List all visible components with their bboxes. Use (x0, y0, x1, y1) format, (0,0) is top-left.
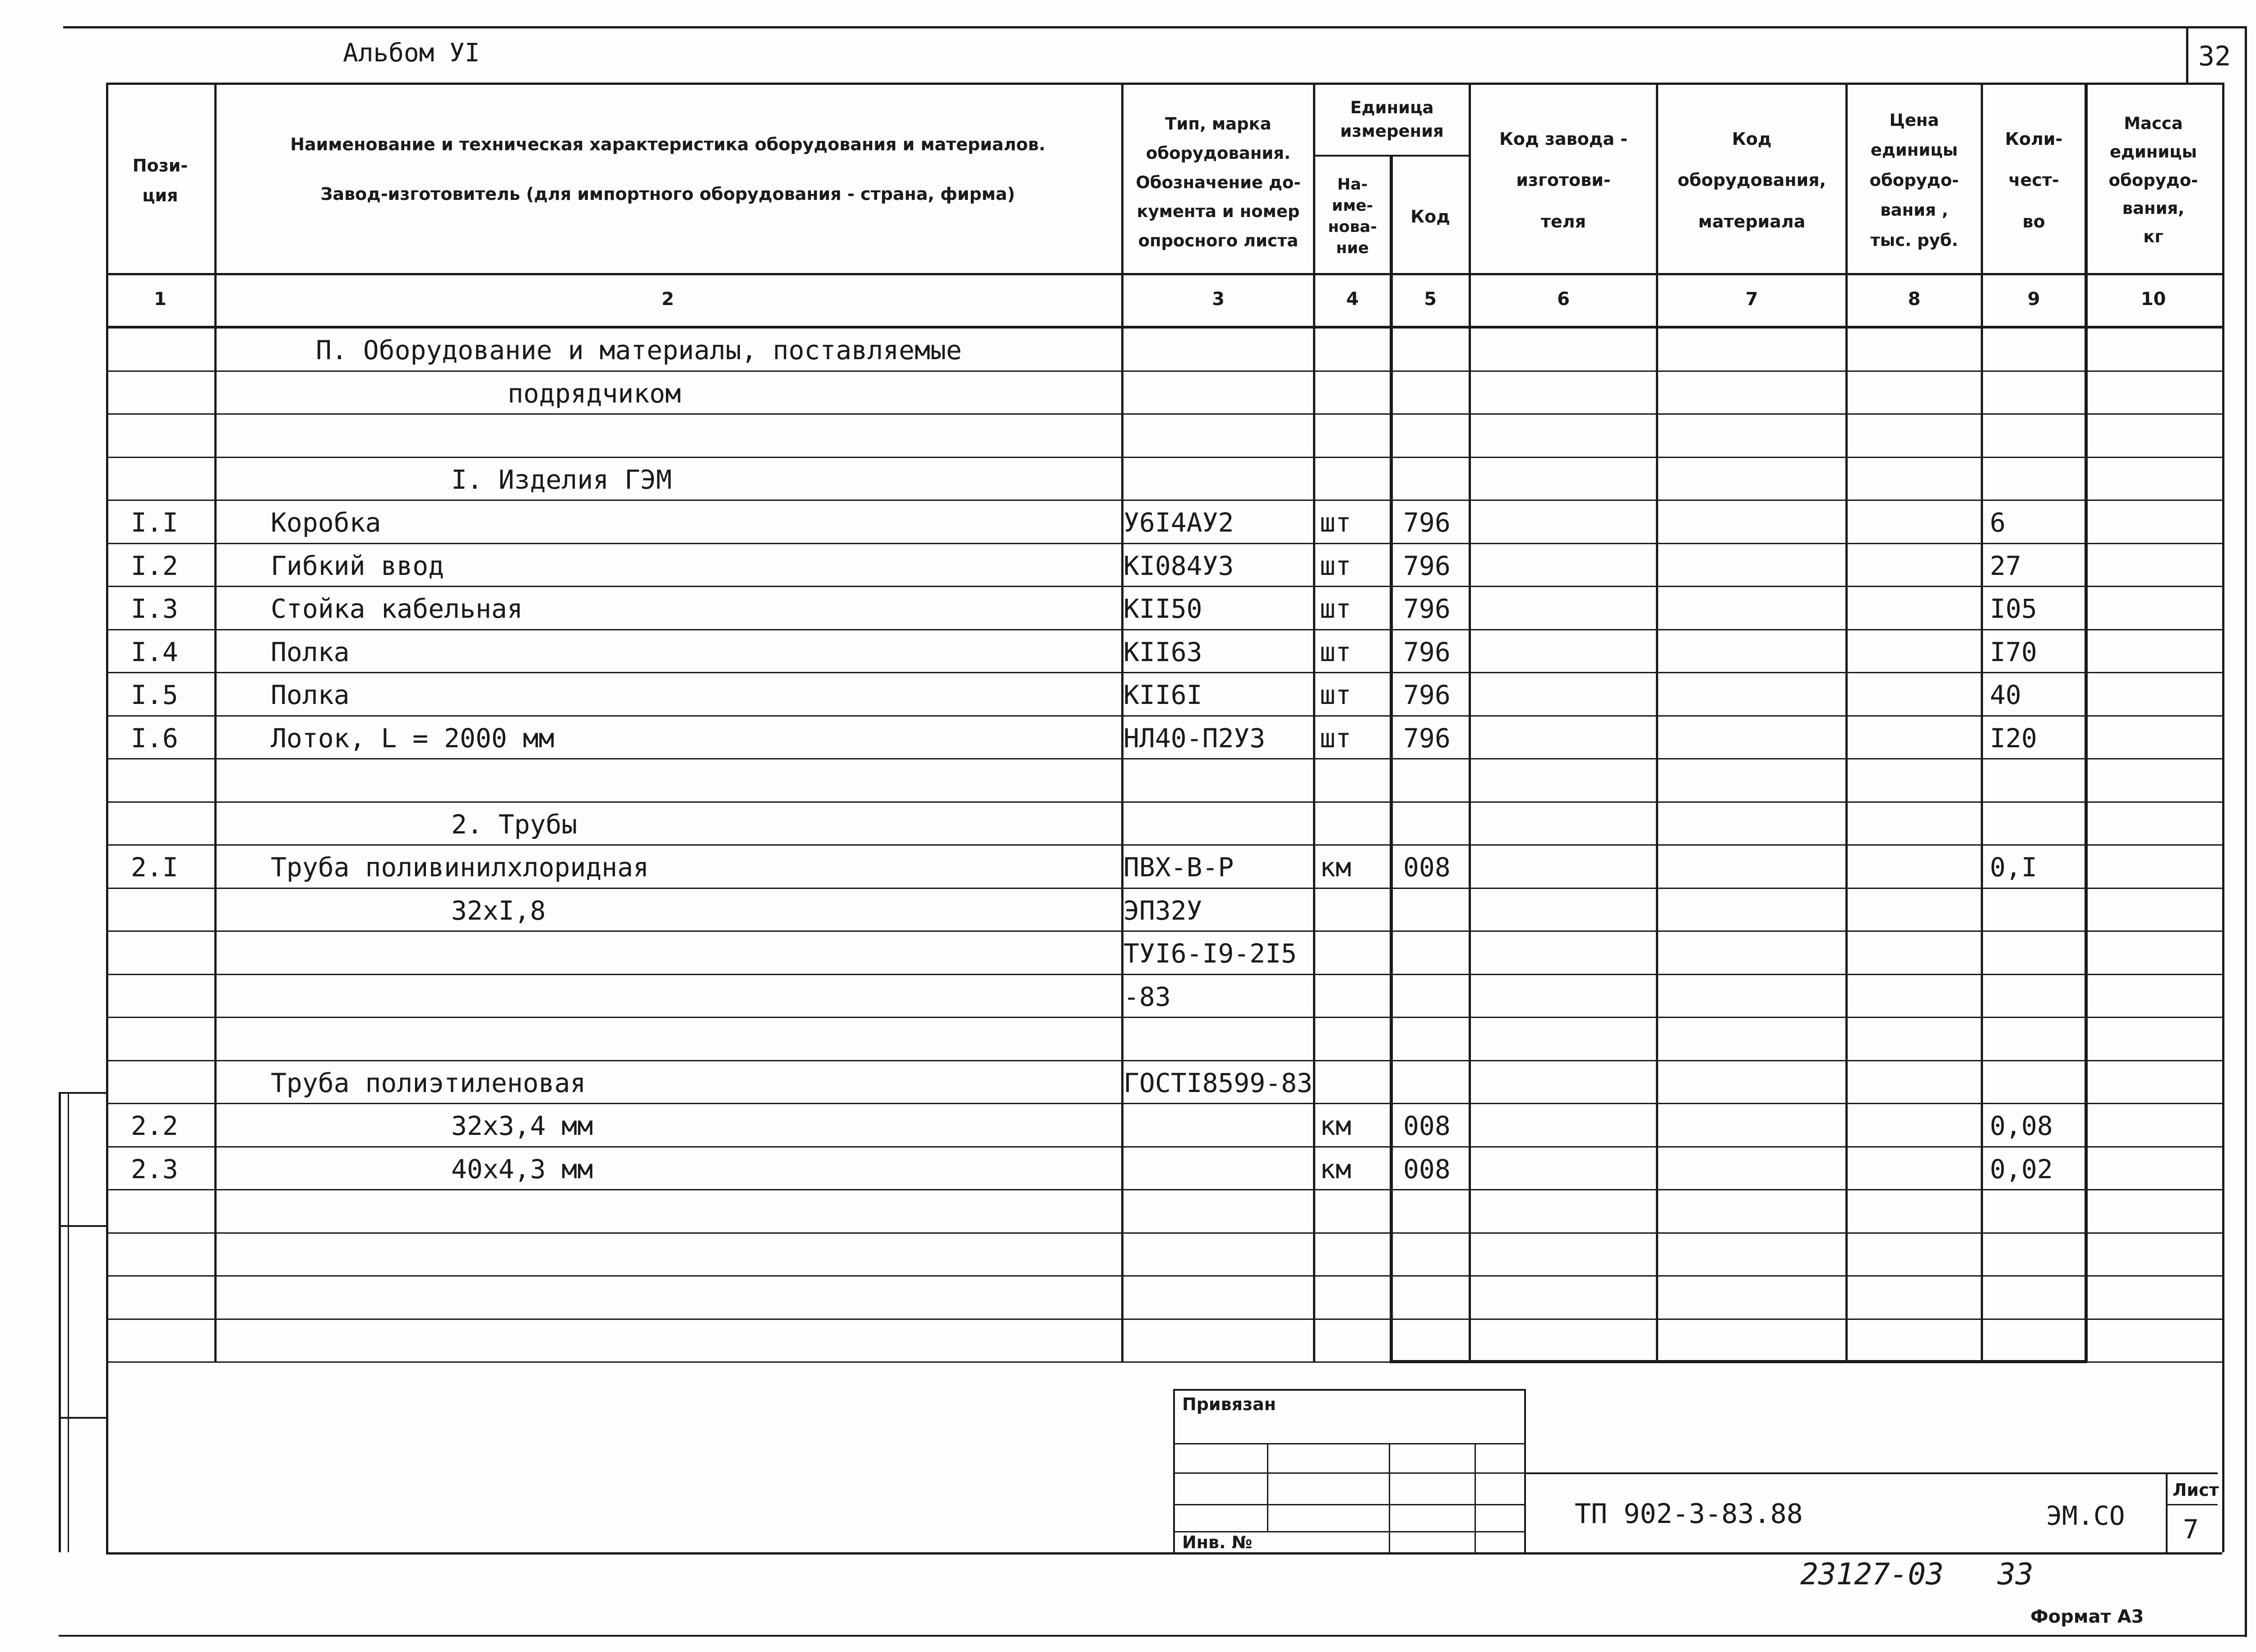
row-name: Коробка (271, 507, 381, 538)
row-quantity: 0,02 (1990, 1153, 2053, 1185)
row-unit-code: 008 (1403, 1111, 1451, 1141)
row-unit-code: 008 (1403, 1153, 1451, 1185)
column-line (214, 83, 217, 1361)
bottom-border (59, 1635, 2247, 1637)
row-name: Гибкий ввод (271, 550, 444, 581)
block-bottom-line (1390, 1360, 2087, 1363)
row-position: I.3 (131, 593, 178, 624)
table-right-line (2222, 83, 2224, 1552)
column-line (1390, 155, 1393, 1361)
stamp-col-c (1475, 1443, 1476, 1554)
col-num-8: 8 (1908, 289, 1921, 310)
right-border (2245, 26, 2247, 1637)
col-num-4: 4 (1346, 289, 1359, 310)
header-unit-group: Единица измерения (1340, 98, 1444, 141)
row-line (106, 457, 2222, 458)
row-line (106, 543, 2222, 544)
row-line (106, 1060, 2222, 1061)
row-line (106, 844, 2222, 846)
stamp-col-b (1389, 1443, 1390, 1554)
sheet-label: Лист (2173, 1480, 2219, 1500)
header-equipment-code: Код оборудования, материала (1678, 129, 1826, 231)
sheet-box-mid (2166, 1504, 2218, 1505)
col-num-9: 9 (2027, 289, 2040, 310)
row-line (106, 888, 2222, 889)
privyazan-label: Привязан (1182, 1394, 1276, 1414)
stamp-line-c (1173, 1504, 1525, 1505)
row-position: 2.I (131, 852, 178, 883)
column-numbers-bottom-line (106, 326, 2222, 329)
row-name: 40х4,3 мм (451, 1153, 593, 1185)
row-type: ЭП32У (1123, 895, 1202, 926)
row-name: Полка (271, 680, 350, 710)
header-position: Пози- ция (132, 155, 188, 205)
row-unit: шт (1320, 680, 1351, 710)
side-stamp-line-1 (59, 1092, 108, 1094)
doc-code: ТП 902-3-83.88 (1575, 1498, 1803, 1530)
row-unit: шт (1320, 550, 1351, 581)
row-name: 32х3,4 мм (451, 1111, 593, 1141)
row-unit-code: 796 (1403, 680, 1451, 710)
row-unit-code: 796 (1403, 593, 1451, 624)
header-price: Цена единицы оборудо- вания , тыс. руб. (1869, 110, 1959, 250)
handwritten-inventory-number: 23127-03 33 (1800, 1557, 2034, 1592)
header-factory-code: Код завода - изготови- теля (1499, 129, 1628, 231)
header-unit-code: Код (1410, 206, 1450, 227)
row-type: КI084У3 (1123, 550, 1234, 581)
side-stamp-line-2 (59, 1225, 108, 1227)
row-name: Стойка кабельная (271, 593, 523, 624)
row-quantity: I20 (1990, 722, 2037, 754)
row-position: I.6 (131, 722, 178, 754)
col-num-2: 2 (661, 289, 674, 310)
row-quantity: 6 (1990, 507, 2006, 538)
row-position: I.5 (131, 680, 178, 710)
row-line (106, 586, 2222, 587)
row-line (106, 1319, 2222, 1320)
row-unit: шт (1320, 593, 1351, 624)
side-stamp-left (59, 1092, 61, 1552)
row-name: 32хI,8 (451, 895, 546, 926)
header-name-line1: Наименование и техническая характеристика оборудования и материалов. (290, 134, 1045, 154)
row-name: 2. Трубы (451, 809, 578, 840)
header-quantity: Коли- чест- во (2005, 129, 2063, 231)
col-num-5: 5 (1424, 289, 1437, 310)
row-unit: шт (1320, 722, 1351, 754)
top-border (63, 26, 2247, 28)
row-name: I. Изделия ГЭМ (451, 464, 672, 495)
format-label: Формат А3 (2030, 1606, 2144, 1627)
row-line (106, 1189, 2222, 1190)
stamp-right (1524, 1389, 1526, 1554)
row-line (106, 801, 2222, 803)
row-position: I.4 (131, 636, 178, 667)
side-stamp-line-3 (59, 1417, 108, 1419)
stamp-left (1173, 1389, 1175, 1554)
side-stamp-mid (68, 1092, 69, 1552)
col-num-7: 7 (1745, 289, 1758, 310)
stamp-top (1173, 1389, 1525, 1391)
col-num-6: 6 (1557, 289, 1570, 310)
row-type: НЛ40-П2У3 (1123, 722, 1266, 754)
row-name: подрядчиком (508, 378, 681, 409)
col-num-3: 3 (1212, 289, 1225, 310)
row-unit-code: 796 (1403, 507, 1451, 538)
row-unit-code: 796 (1403, 636, 1451, 667)
row-type: У6I4АУ2 (1123, 507, 1234, 538)
row-name: П. Оборудование и материалы, поставляемые (316, 335, 962, 366)
sheet-corner-number: 32 (2198, 41, 2231, 72)
header-mass: Масса единицы оборудо- вания, кг (2108, 113, 2198, 247)
row-line (106, 974, 2222, 975)
row-type: ТУI6-I9-2I5 (1123, 938, 1297, 969)
table-top-line (106, 83, 2222, 85)
album-title: Альбом УI (343, 38, 480, 68)
row-line (106, 1017, 2222, 1018)
row-line (106, 1103, 2222, 1104)
row-line (106, 672, 2222, 673)
header-unit-name: На- име- нова- ние (1328, 175, 1377, 258)
row-line (106, 500, 2222, 501)
row-position: I.2 (131, 550, 178, 581)
table-tail-bottom (106, 1552, 2222, 1555)
row-line (106, 413, 2222, 415)
sheet-number: 7 (2183, 1514, 2199, 1545)
doc-block-top (1525, 1472, 2218, 1474)
col-num-10: 10 (2140, 289, 2166, 310)
header-name-line2: Завод-изготовитель (для импортного оборудования - страна, фирма) (320, 184, 1015, 204)
row-position: 2.3 (131, 1153, 178, 1185)
row-position: I.I (131, 507, 178, 538)
row-unit: шт (1320, 507, 1351, 538)
row-unit-code: 796 (1403, 722, 1451, 754)
inv-no-label: Инв. № (1182, 1532, 1253, 1552)
row-unit-code: 008 (1403, 852, 1451, 883)
row-line (106, 758, 2222, 759)
stamp-col-a (1267, 1443, 1268, 1531)
row-name: Труба полиэтиленовая (271, 1067, 586, 1098)
row-quantity: 0,I (1990, 852, 2037, 883)
row-unit: шт (1320, 636, 1351, 667)
row-line (106, 629, 2222, 630)
header-type: Тип, марка оборудования. Обозначение до- кумента и номер опросного листа (1136, 114, 1301, 251)
row-quantity: I05 (1990, 593, 2037, 624)
col-num-1: 1 (154, 289, 166, 310)
row-type: -83 (1123, 981, 1171, 1012)
row-quantity: 27 (1990, 550, 2021, 581)
row-name: Труба поливинилхлоридная (271, 852, 649, 883)
row-line (106, 1146, 2222, 1148)
row-unit: км (1320, 1111, 1351, 1141)
row-type: ГОСТI8599-83 (1123, 1067, 1313, 1098)
corner-box-divider (2186, 26, 2188, 85)
row-quantity: 40 (1990, 680, 2021, 710)
stamp-line-a (1173, 1443, 1525, 1444)
row-quantity: 0,08 (1990, 1111, 2053, 1141)
row-quantity: I70 (1990, 636, 2037, 667)
row-type: КII6I (1123, 680, 1202, 710)
row-name: Полка (271, 636, 350, 667)
doc-mark: ЭМ.СО (2046, 1500, 2125, 1531)
row-line (106, 1275, 2222, 1277)
row-line (106, 930, 2222, 932)
row-type: ПВХ-В-Р (1123, 852, 1234, 883)
sheet-box-left (2166, 1472, 2168, 1554)
row-type: КII63 (1123, 636, 1202, 667)
row-line (106, 370, 2222, 372)
row-line (106, 1232, 2222, 1234)
row-unit-code: 796 (1403, 550, 1451, 581)
row-unit: км (1320, 1153, 1351, 1185)
row-unit: км (1320, 852, 1351, 883)
row-position: 2.2 (131, 1111, 178, 1141)
stamp-line-b (1173, 1472, 1525, 1474)
row-name: Лоток, L = 2000 мм (271, 722, 555, 754)
row-line (106, 715, 2222, 717)
row-type: КII50 (1123, 593, 1202, 624)
